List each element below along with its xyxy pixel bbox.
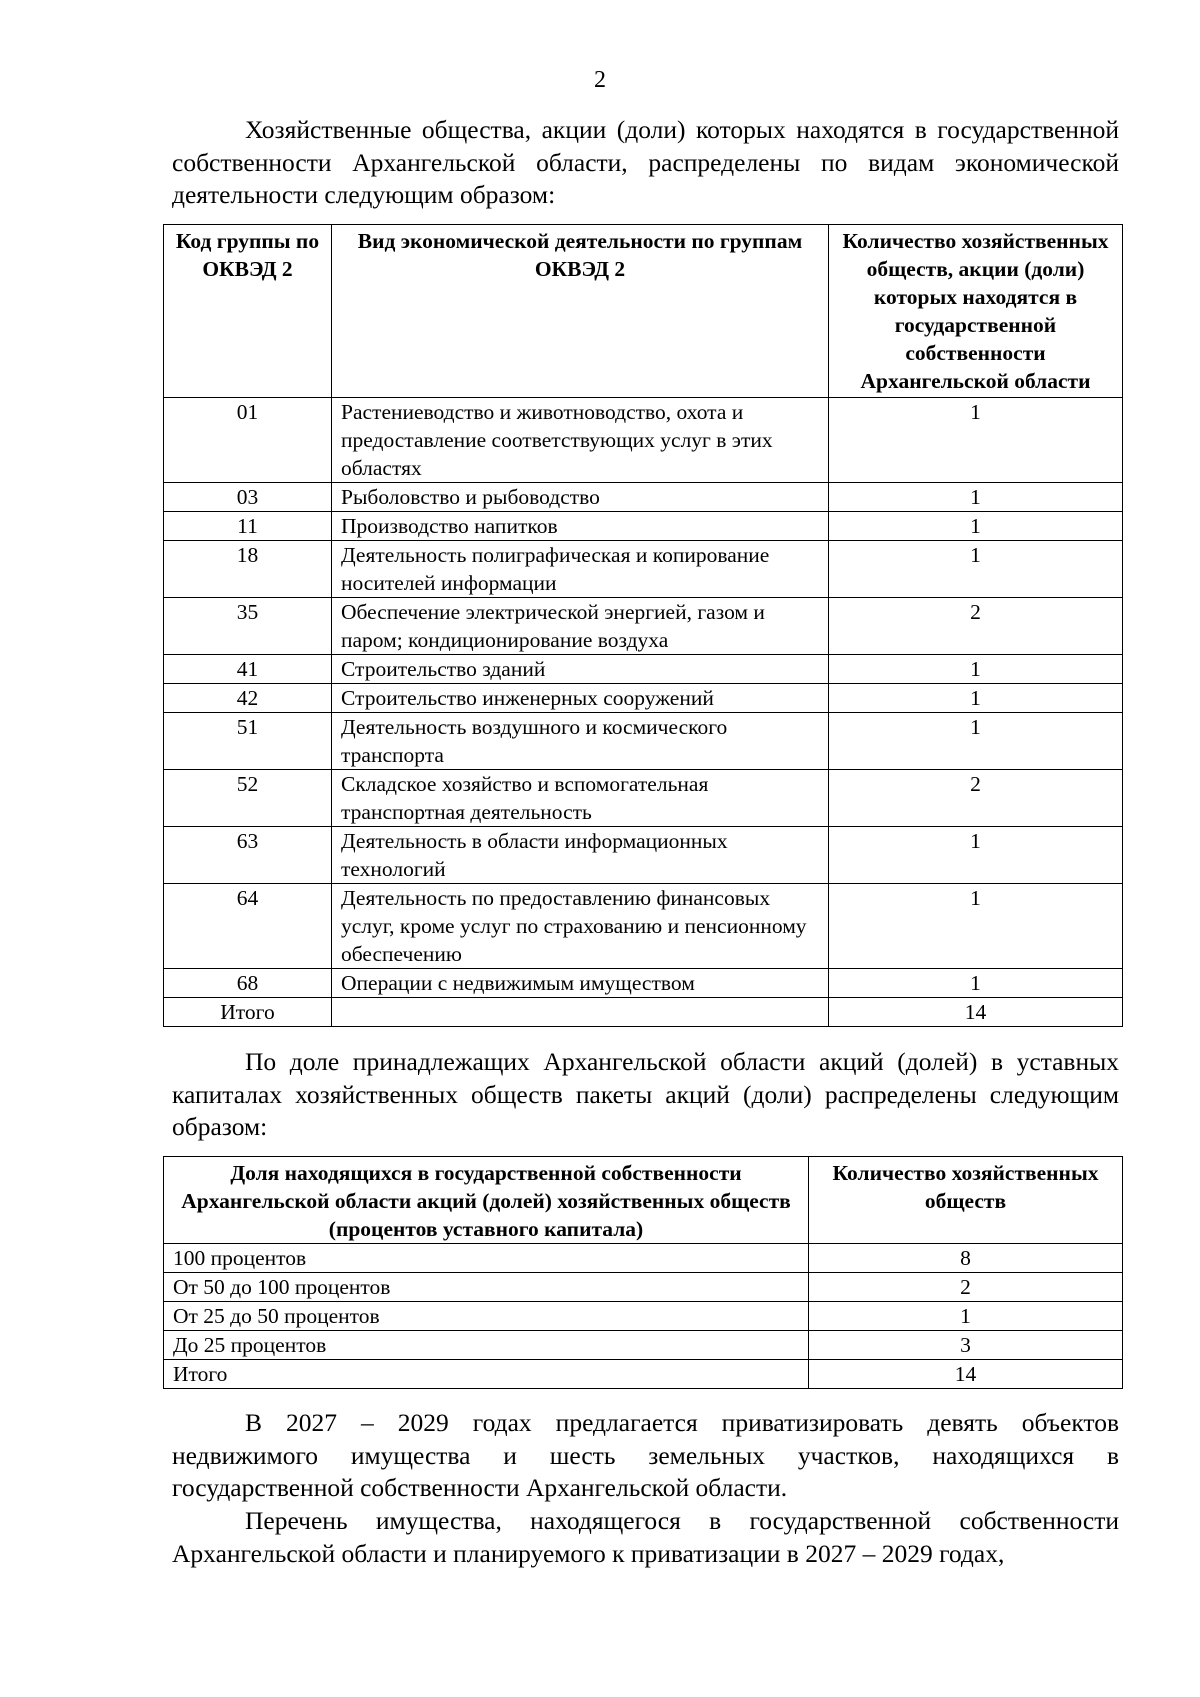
page-number: 2	[594, 67, 606, 93]
header-share: Доля находящихся в государственной собственности Архангельской области акций (долей) хозяйственных обществ (процентов уставного капитала)	[164, 1157, 809, 1244]
paragraph-list	[172, 1505, 1119, 1570]
share-table	[163, 1156, 1123, 1389]
cell-count: 1	[809, 1302, 1123, 1331]
cell-company-count: 1	[829, 827, 1123, 884]
table-row	[164, 1302, 1123, 1331]
cell-okved-code: 52	[164, 770, 332, 827]
cell-count: 8	[809, 1244, 1123, 1273]
table-row	[164, 884, 1123, 969]
header-company-count: Количество хозяйственных обществ, акции (доли) которых находятся в государственной собственности Архангельской области	[829, 225, 1123, 398]
cell-okved-code: 41	[164, 655, 332, 684]
table-row	[164, 998, 1123, 1027]
cell-company-count: 1	[829, 884, 1123, 969]
cell-count: 3	[809, 1331, 1123, 1360]
cell-activity: Деятельность по предоставлению финансовых услуг, кроме услуг по страхованию и пенсионному обеспечению	[332, 884, 829, 969]
activity-table-body	[164, 398, 1123, 1027]
cell-company-count: 1	[829, 684, 1123, 713]
cell-activity: Складское хозяйство и вспомогательная транспортная деятельность	[332, 770, 829, 827]
table-header-row	[164, 1157, 1123, 1244]
cell-okved-code: Итого	[164, 998, 332, 1027]
table-row	[164, 398, 1123, 483]
cell-company-count: 1	[829, 398, 1123, 483]
paragraph-share	[172, 1046, 1119, 1144]
cell-share: От 50 до 100 процентов	[164, 1273, 809, 1302]
cell-activity: Растениеводство и животноводство, охота и предоставление соответствующих услуг в этих областях	[332, 398, 829, 483]
table-row	[164, 655, 1123, 684]
cell-company-count: 1	[829, 541, 1123, 598]
paragraph-intro	[172, 114, 1119, 212]
table-row	[164, 541, 1123, 598]
cell-okved-code: 03	[164, 483, 332, 512]
header-activity: Вид экономической деятельности по группам ОКВЭД 2	[332, 225, 829, 398]
table-row	[164, 512, 1123, 541]
paragraph-share-text: По доле принадлежащих Архангельской области акций (долей) в уставных капиталах хозяйственных обществ пакеты акций (доли) распределены следующим образом:	[172, 1047, 1119, 1141]
table-row	[164, 483, 1123, 512]
table-row	[164, 684, 1123, 713]
cell-activity: Строительство зданий	[332, 655, 829, 684]
table-row	[164, 1273, 1123, 1302]
cell-company-count: 1	[829, 713, 1123, 770]
cell-company-count: 1	[829, 655, 1123, 684]
paragraph-privatization	[172, 1407, 1119, 1505]
cell-okved-code: 68	[164, 969, 332, 998]
table-row	[164, 1331, 1123, 1360]
header-okved-code: Код группы по ОКВЭД 2	[164, 225, 332, 398]
cell-activity: Деятельность в области информационных технологий	[332, 827, 829, 884]
cell-company-count: 1	[829, 969, 1123, 998]
cell-activity: Обеспечение электрической энергией, газом и паром; кондиционирование воздуха	[332, 598, 829, 655]
paragraph-intro-text: Хозяйственные общества, акции (доли) которых находятся в государственной собственности Архангельской области, распределены по видам экономической деятельности следующим образом:	[172, 115, 1119, 209]
cell-company-count: 1	[829, 483, 1123, 512]
cell-share: Итого	[164, 1360, 809, 1389]
cell-activity: Рыболовство и рыбоводство	[332, 483, 829, 512]
paragraph-list-text: Перечень имущества, находящегося в государственной собственности Архангельской области и планируемого к приватизации в 2027 – 2029 годах,	[172, 1506, 1119, 1568]
cell-share: От 25 до 50 процентов	[164, 1302, 809, 1331]
cell-activity	[332, 998, 829, 1027]
table-header-row	[164, 225, 1123, 398]
table-row	[164, 1244, 1123, 1273]
cell-share: 100 процентов	[164, 1244, 809, 1273]
table-row	[164, 969, 1123, 998]
cell-okved-code: 51	[164, 713, 332, 770]
cell-okved-code: 42	[164, 684, 332, 713]
cell-count: 2	[809, 1273, 1123, 1302]
cell-company-count: 2	[829, 770, 1123, 827]
cell-okved-code: 01	[164, 398, 332, 483]
cell-activity: Строительство инженерных сооружений	[332, 684, 829, 713]
cell-company-count: 14	[829, 998, 1123, 1027]
cell-company-count: 2	[829, 598, 1123, 655]
cell-okved-code: 64	[164, 884, 332, 969]
paragraph-privatization-text: В 2027 – 2029 годах предлагается приватизировать девять объектов недвижимого имущества и шесть земельных участков, находящихся в государственной собственности Архангельской области.	[172, 1408, 1119, 1502]
cell-activity: Деятельность полиграфическая и копирование носителей информации	[332, 541, 829, 598]
cell-okved-code: 35	[164, 598, 332, 655]
table-row	[164, 827, 1123, 884]
cell-company-count: 1	[829, 512, 1123, 541]
cell-okved-code: 18	[164, 541, 332, 598]
share-table-body	[164, 1244, 1123, 1389]
header-count: Количество хозяйственных обществ	[809, 1157, 1123, 1244]
cell-okved-code: 63	[164, 827, 332, 884]
table-row	[164, 1360, 1123, 1389]
table-row	[164, 770, 1123, 827]
cell-activity: Деятельность воздушного и космического транспорта	[332, 713, 829, 770]
cell-activity: Операции с недвижимым имуществом	[332, 969, 829, 998]
table-row	[164, 713, 1123, 770]
cell-count: 14	[809, 1360, 1123, 1389]
cell-activity: Производство напитков	[332, 512, 829, 541]
cell-okved-code: 11	[164, 512, 332, 541]
activity-table	[163, 224, 1123, 1027]
cell-share: До 25 процентов	[164, 1331, 809, 1360]
table-row	[164, 598, 1123, 655]
